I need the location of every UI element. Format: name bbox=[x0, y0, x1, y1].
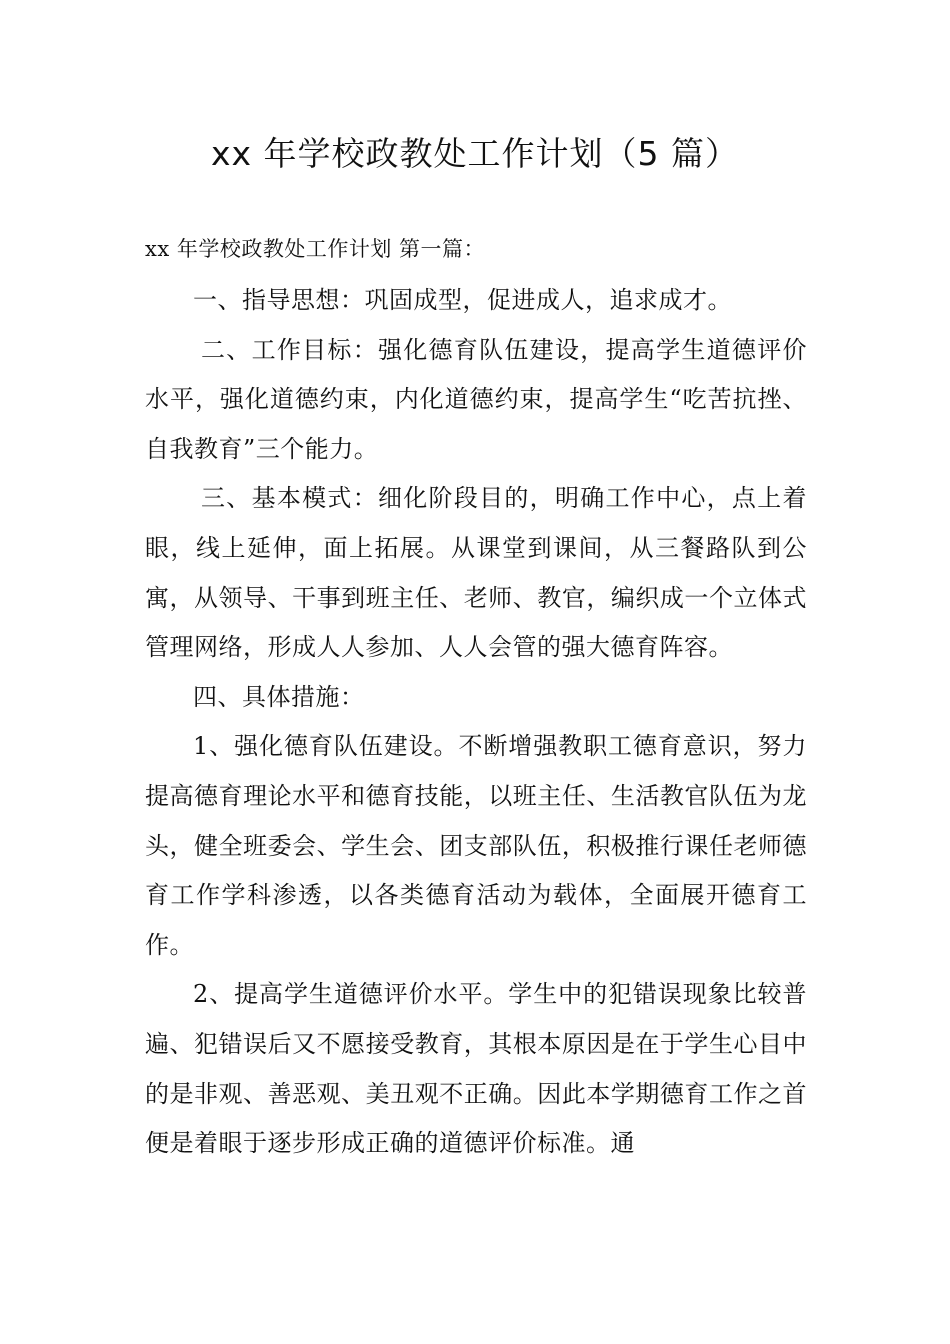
paragraph-measure-1: 1、强化德育队伍建设。不断增强教职工德育意识，努力提高德育理论水平和德育技能，以班主任、生活教官队伍为龙头，健全班委会、学生会、团支部队伍，积极推行课任老师德育工作学科渗透，以各类德育活动为载体，全面展开德育工作。 bbox=[145, 732, 807, 959]
document-body bbox=[145, 228, 807, 1169]
paragraph-measure-2: 2、提高学生道德评价水平。学生中的犯错误现象比较普遍、犯错误后又不愿接受教育，其根本原因是在于学生心目中的是非观、善恶观、美丑观不正确。因此本学期德育工作之首便是着眼于逐步形成正确的道德评价标准。通 bbox=[145, 980, 807, 1158]
paragraph-guiding-ideology: 一、指导思想：巩固成型，促进成人，追求成才。 bbox=[193, 286, 732, 314]
paragraph-measures-heading: 四、具体措施： bbox=[193, 682, 365, 711]
section-heading: xx 年学校政教处工作计划 第一篇： bbox=[145, 237, 486, 261]
document-title: xx 年学校政教处工作计划（5 篇） bbox=[210, 134, 740, 173]
paragraph-work-goals: 二、工作目标：强化德育队伍建设，提高学生道德评价水平，强化道德约束，内化道德约束，提高学生“吃苦抗挫、自我教育”三个能力。 bbox=[145, 335, 807, 463]
paragraph-basic-mode: 三、基本模式：细化阶段目的，明确工作中心，点上着眼，线上延伸，面上拓展。从课堂到课间，从三餐路队到公寓，从领导、干事到班主任、老师、教官，编织成一个立体式管理网络，形成人人参加、人人会管的强大德育阵容。 bbox=[145, 484, 807, 662]
